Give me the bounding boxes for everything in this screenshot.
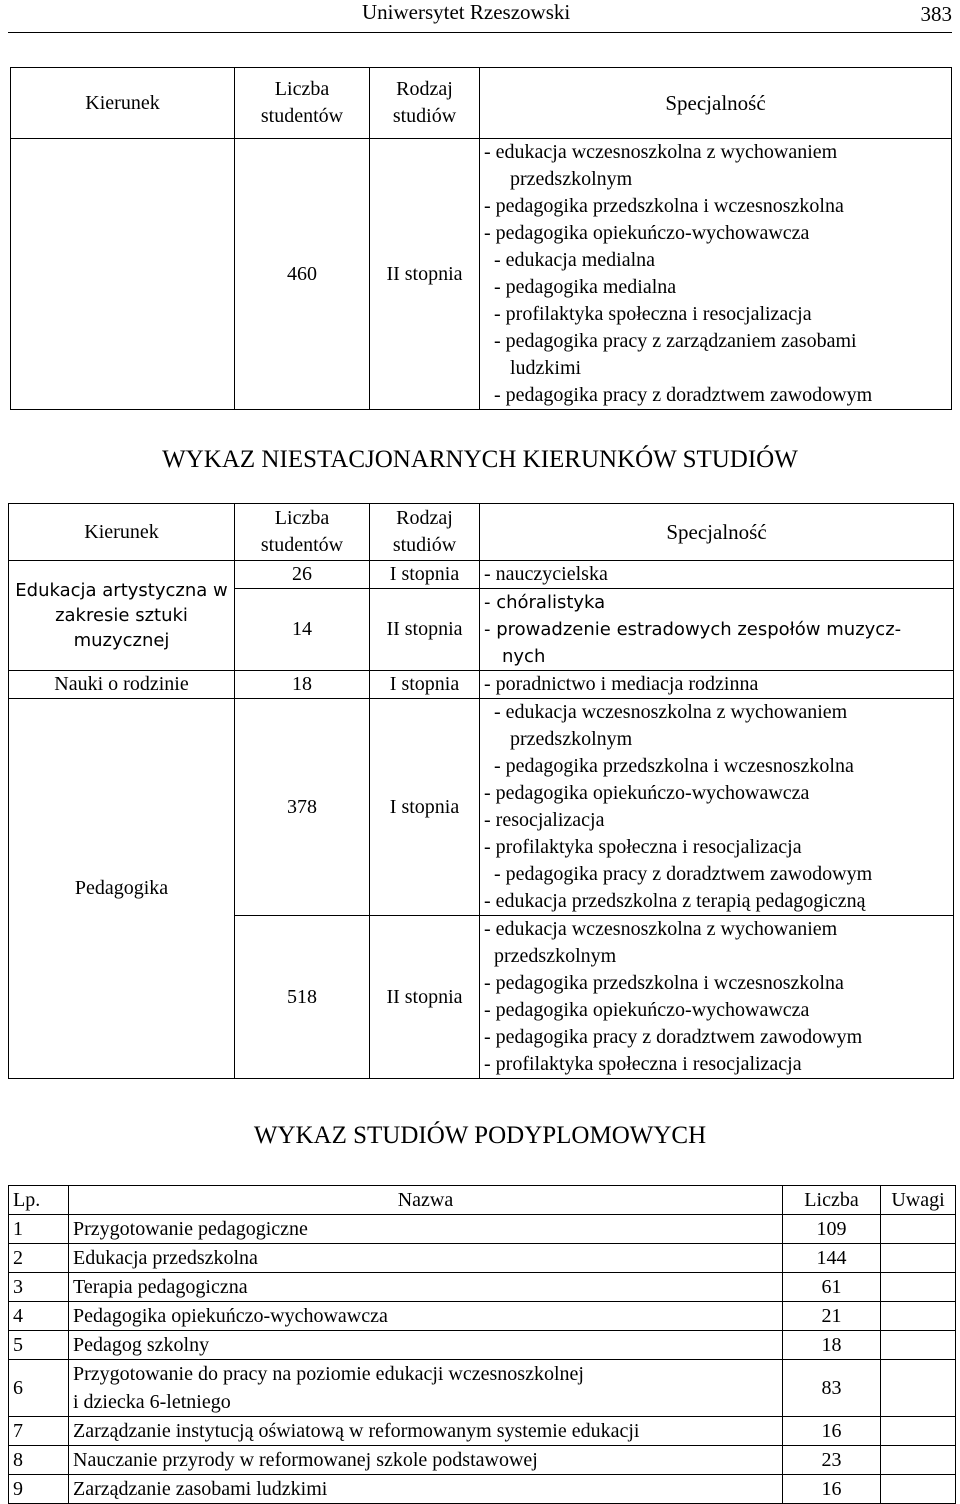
table-row: [9, 699, 954, 916]
spec-item: - profilaktyka społeczna i resocjalizacja: [494, 303, 812, 325]
nazwa-cell: Zarządzanie zasobami ludzkimi: [69, 1475, 783, 1504]
nazwa-cell: Nauczanie przyrody w reformowanej szkole podstawowej: [69, 1446, 783, 1475]
header-kierunek: Kierunek: [9, 504, 235, 561]
table-stacjonarne: [10, 67, 952, 410]
uwagi-cell: [881, 1446, 956, 1475]
lp-cell: 6: [9, 1360, 69, 1417]
spec-item: - profilaktyka społeczna i resocjalizacja: [484, 836, 802, 858]
page-header: [0, 0, 960, 40]
spec-item: - prowadzenie estradowych zespołów muzycz-: [484, 619, 902, 640]
spec-item: - pedagogika opiekuńczo-wychowawcza: [484, 999, 810, 1021]
rodzaj-cell: II stopnia: [370, 916, 480, 1079]
table-niestacjonarne: [8, 503, 954, 1079]
lp-cell: 3: [9, 1273, 69, 1302]
table-row: [9, 1446, 956, 1475]
spec-item: - profilaktyka społeczna i resocjalizacja: [484, 1053, 802, 1075]
page-number: 383: [920, 2, 952, 26]
spec-item: - pedagogika przedszkolna i wczesnoszkolna: [484, 972, 844, 994]
kierunek-cell: Pedagogika: [9, 699, 235, 1079]
nazwa-line: Przygotowanie do pracy na poziomie edukacji wczesnoszkolnej: [73, 1363, 584, 1385]
spec-item: - pedagogika pracy z zarządzaniem zasobami: [494, 330, 857, 352]
spec-item: - chóralistyka: [484, 592, 606, 613]
kierunek-cell-empty: [11, 139, 235, 410]
spec-item: - pedagogika opiekuńczo-wychowawcza: [484, 222, 810, 244]
header-specjalnosc: Specjalność: [480, 504, 954, 561]
lp-cell: 1: [9, 1215, 69, 1244]
header-liczba: Liczba: [783, 1186, 881, 1215]
table-header-row: [11, 68, 952, 139]
lp-cell: 2: [9, 1244, 69, 1273]
rodzaj-cell: I stopnia: [370, 671, 480, 699]
spec-item: - edukacja wczesnoszkolna z wychowaniem: [484, 141, 838, 163]
spec-item: - pedagogika opiekuńczo-wychowawcza: [484, 782, 810, 804]
spec-item: - pedagogika pracy z doradztwem zawodowym: [494, 384, 873, 406]
spec-item: - edukacja wczesnoszkolna z wychowaniem: [494, 701, 848, 723]
table-row: [9, 1475, 956, 1504]
table-header-row: [9, 504, 954, 561]
table-row: [9, 1215, 956, 1244]
spec-item: przedszkolnym: [494, 945, 617, 967]
table-row: [9, 561, 954, 589]
liczba-cell: 18: [783, 1331, 881, 1360]
university-name: Uniwersytet Rzeszowski: [362, 0, 571, 24]
liczba-cell: 378: [235, 699, 370, 916]
kierunek-cell: Edukacja artystyczna w zakresie sztuki muzycznej: [9, 561, 235, 671]
table-row: [9, 1360, 956, 1417]
table-row: [11, 139, 952, 410]
liczba-cell: 16: [783, 1475, 881, 1504]
spec-item: nych: [502, 646, 546, 667]
uwagi-cell: [881, 1360, 956, 1417]
uwagi-cell: [881, 1244, 956, 1273]
nazwa-cell: Edukacja przedszkolna: [69, 1244, 783, 1273]
section-title-podyplomowe: WYKAZ STUDIÓW PODYPLOMOWYCH: [253, 1122, 707, 1149]
lp-cell: 8: [9, 1446, 69, 1475]
uwagi-cell: [881, 1302, 956, 1331]
liczba-cell: 26: [235, 561, 370, 589]
table-row: [9, 1273, 956, 1302]
spec-item: - resocjalizacja: [484, 809, 605, 831]
uwagi-cell: [881, 1273, 956, 1302]
kierunek-cell: Nauki o rodzinie: [9, 671, 235, 699]
specjalnosc-list: [480, 139, 952, 410]
liczba-cell: 18: [235, 671, 370, 699]
section-title-niestacjonarne: WYKAZ NIESTACJONARNYCH KIERUNKÓW STUDIÓW: [162, 446, 798, 473]
spec-item: - edukacja wczesnoszkolna z wychowaniem: [484, 918, 838, 940]
lp-cell: 5: [9, 1331, 69, 1360]
liczba-cell: 61: [783, 1273, 881, 1302]
liczba-cell: 518: [235, 916, 370, 1079]
nazwa-cell: Terapia pedagogiczna: [69, 1273, 783, 1302]
nazwa-line: i dziecka 6-letniego: [73, 1391, 231, 1413]
liczba-cell: 21: [783, 1302, 881, 1331]
liczba-cell: 16: [783, 1417, 881, 1446]
spec-item: - pedagogika medialna: [494, 276, 677, 298]
header-liczba: Liczba studentów: [235, 504, 370, 561]
table-row: [9, 1417, 956, 1446]
rodzaj-cell: II stopnia: [370, 139, 480, 410]
spec-item: przedszkolnym: [510, 168, 633, 190]
table-header-row: [9, 1186, 956, 1215]
liczba-cell: 109: [783, 1215, 881, 1244]
liczba-cell: 460: [235, 139, 370, 410]
spec-item: - pedagogika przedszkolna i wczesnoszkolna: [484, 195, 844, 217]
uwagi-cell: [881, 1215, 956, 1244]
nazwa-cell: [69, 1360, 783, 1417]
spec-item: przedszkolnym: [510, 728, 633, 750]
nazwa-cell: Pedagog szkolny: [69, 1331, 783, 1360]
nazwa-cell: Pedagogika opiekuńczo-wychowawcza: [69, 1302, 783, 1331]
spec-item: - pedagogika pracy z doradztwem zawodowym: [494, 863, 873, 885]
spec-item: - pedagogika pracy z doradztwem zawodowym: [484, 1026, 863, 1048]
rodzaj-cell: I stopnia: [370, 561, 480, 589]
liczba-cell: 14: [235, 589, 370, 671]
specjalnosc-list: [480, 699, 954, 916]
lp-cell: 9: [9, 1475, 69, 1504]
table-row: [9, 671, 954, 699]
uwagi-cell: [881, 1417, 956, 1446]
lp-cell: 7: [9, 1417, 69, 1446]
header-specjalnosc: Specjalność: [480, 68, 952, 139]
spec-item: - edukacja przedszkolna z terapią pedagogiczną: [484, 890, 866, 912]
header-uwagi: Uwagi: [881, 1186, 956, 1215]
header-rule: [8, 32, 952, 33]
header-rodzaj: Rodzaj studiów: [370, 68, 480, 139]
table-row: [9, 1302, 956, 1331]
nazwa-cell: Przygotowanie pedagogiczne: [69, 1215, 783, 1244]
lp-cell: 4: [9, 1302, 69, 1331]
specjalnosc-cell: - poradnictwo i mediacja rodzinna: [480, 671, 954, 699]
spec-item: - edukacja medialna: [494, 249, 656, 271]
liczba-cell: 144: [783, 1244, 881, 1273]
specjalnosc-cell: - nauczycielska: [480, 561, 954, 589]
spec-item: - pedagogika przedszkolna i wczesnoszkolna: [494, 755, 854, 777]
header-liczba: Liczba studentów: [235, 68, 370, 139]
liczba-cell: 83: [783, 1360, 881, 1417]
nazwa-cell: Zarządzanie instytucją oświatową w reformowanym systemie edukacji: [69, 1417, 783, 1446]
header-lp: Lp.: [9, 1186, 69, 1215]
spec-item: ludzkimi: [510, 357, 582, 379]
liczba-cell: 23: [783, 1446, 881, 1475]
uwagi-cell: [881, 1331, 956, 1360]
header-kierunek: Kierunek: [11, 68, 235, 139]
uwagi-cell: [881, 1475, 956, 1504]
header-nazwa: Nazwa: [69, 1186, 783, 1215]
header-rodzaj: Rodzaj studiów: [370, 504, 480, 561]
table-row: [9, 1331, 956, 1360]
table-row: [9, 1244, 956, 1273]
rodzaj-cell: I stopnia: [370, 699, 480, 916]
specjalnosc-list: [480, 916, 954, 1079]
rodzaj-cell: II stopnia: [370, 589, 480, 671]
specjalnosc-list: [480, 589, 954, 671]
table-podyplomowe: [8, 1185, 956, 1504]
